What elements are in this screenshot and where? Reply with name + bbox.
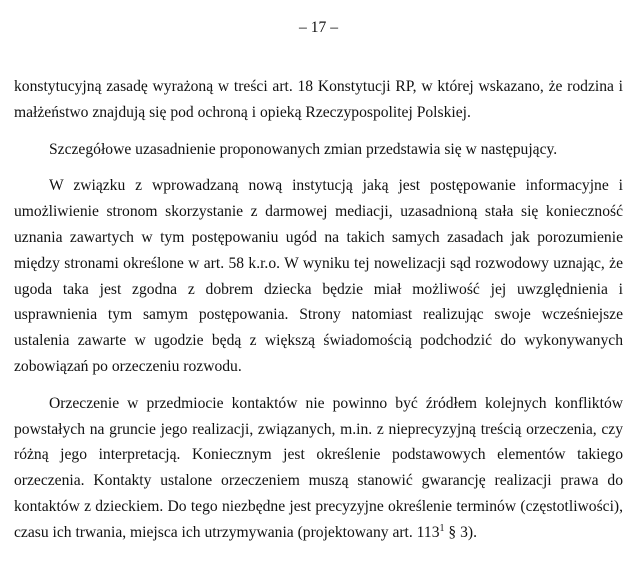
paragraph-intro: Szczegółowe uzasadnienie proponowanych zmian przedstawia się w następujący. [49, 140, 558, 158]
article-superscript: 1 [439, 522, 445, 534]
paragraph-mediation: W związku z wprowadzaną nową instytucją jaką jest postępowanie informacyjne i umożliwienie stronom skorzystanie z darmowej mediacji, uzasadnioną stała się konieczność uznania zawartych w tym postępowaniu ugód na takich samych zasadach jak porozumienie między stronami określone w art. 58 k.r.o. W wyniku tej nowelizacji sąd rozwodowy uznając, że ugoda taka jest zgodna z dobrem dziecka będzie miał możliwość jej uwzględnienia i usprawnienia tym samym postępowania. Strony natomiast realizując swoje wcześniejsze ustalenia zawarte w ugodzie będą z większą świadomością podchodzić do wykonywanych zobowiązań po orzeczeniu rozwodu. [14, 177, 623, 375]
page-number: – 17 – [299, 19, 338, 36]
paragraph-contacts-tail: § 3). [444, 523, 477, 541]
body-text [14, 74, 623, 546]
paragraph-constitution: konstytucyjną zasadę wyrażoną w treści art. 18 Konstytucji RP, w której wskazano, że rodzina i małżeństwo znajdują się pod ochroną i opieką Rzeczypospolitej Polskiej. [14, 78, 623, 121]
paragraph-contacts [14, 391, 623, 546]
paragraph-contacts-text: Orzeczenie w przedmiocie kontaktów nie powinno być źródłem kolejnych konfliktów powstałych na gruncie jego realizacji, związanych, m.in. z nieprecyzyjną treścią orzeczenia, czy różną jego interpretacją. Koniecznym jest określenie podstawowych elementów takiego orzeczenia. Kontakty ustalone orzeczeniem muszą stanowić gwarancję realizacji prawa do kontaktów z dzieckiem. Do tego niezbędne jest precyzyjne określenie terminów (częstotliwości), czasu ich trwania, miejsca ich utrzymywania (projektowany art. 113 [14, 394, 623, 541]
